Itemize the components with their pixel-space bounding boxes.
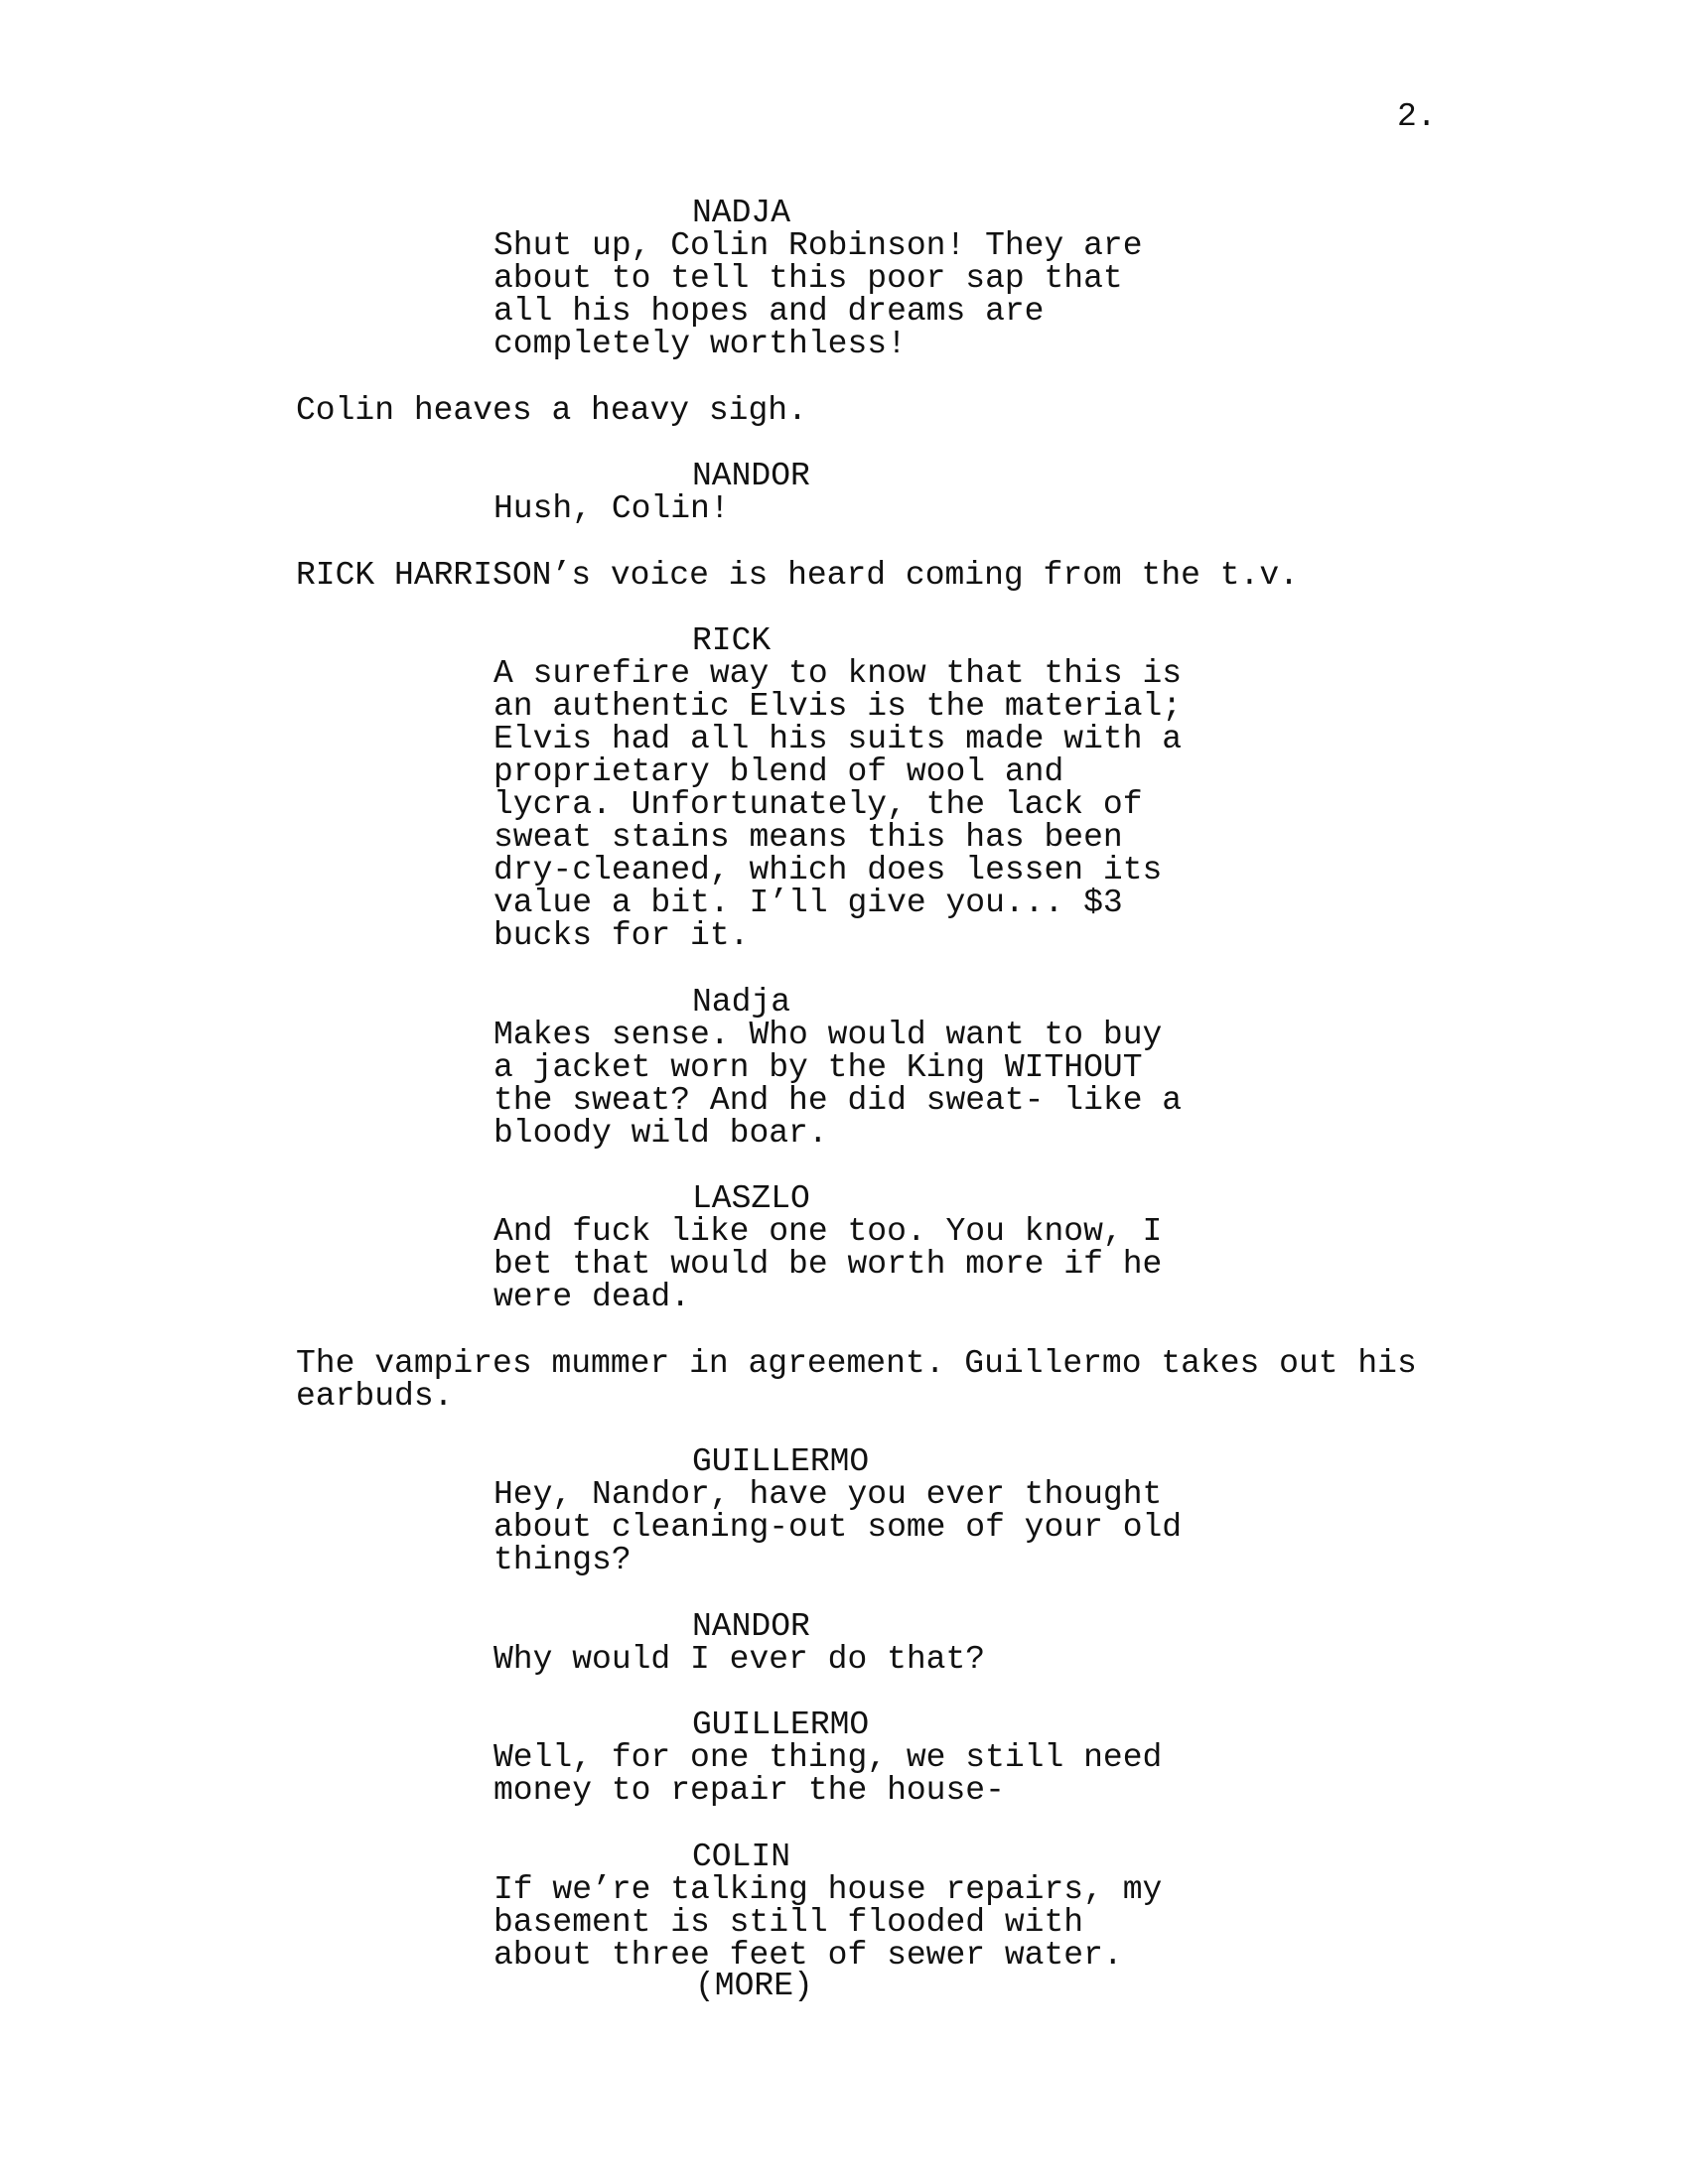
character-cue-guillermo: GUILLERMO bbox=[692, 1443, 870, 1480]
dialogue-colin: If we’re talking house repairs, my basement is still flooded with about three feet of sewer water. bbox=[493, 1871, 1163, 1974]
character-cue-guillermo: GUILLERMO bbox=[692, 1706, 870, 1743]
character-cue-rick: RICK bbox=[692, 622, 772, 659]
dialogue-nadja: Makes sense. Who would want to buy a jacket worn by the King WITHOUT the sweat? And he did sweat- like a bloody wild boar. bbox=[493, 1017, 1183, 1152]
character-cue-nadja: NADJA bbox=[692, 195, 791, 231]
dialogue-guillermo: Hey, Nandor, have you ever thought about cleaning-out some of your old things? bbox=[493, 1476, 1183, 1578]
action-line: Colin heaves a heavy sigh. bbox=[296, 392, 807, 429]
dialogue-guillermo: Well, for one thing, we still need money to repair the house- bbox=[493, 1739, 1163, 1809]
dialogue-nandor: Hush, Colin! bbox=[493, 490, 730, 527]
more-continuation: (MORE) bbox=[695, 1968, 813, 2004]
dialogue-laszlo: And fuck like one too. You know, I bet that would be worth more if he were dead. bbox=[493, 1213, 1163, 1315]
dialogue-nadja: Shut up, Colin Robinson! They are about to tell this poor sap that all his hopes and dreams are completely worthless! bbox=[493, 227, 1143, 362]
character-cue-nadja: Nadja bbox=[692, 984, 791, 1021]
character-cue-laszlo: LASZLO bbox=[692, 1180, 810, 1217]
action-line: RICK HARRISON’s voice is heard coming from the t.v. bbox=[296, 557, 1299, 594]
character-cue-nandor: NANDOR bbox=[692, 458, 810, 494]
dialogue-rick: A surefire way to know that this is an authentic Elvis is the material; Elvis had all his suits made with a proprietary blend of wool and lycra. Unfortunately, the lack of sweat stains means this has been dry-cleaned, which does lessen its value a bit. I’ll give you... $3 bucks for it. bbox=[493, 655, 1183, 954]
action-line: The vampires mummer in agreement. Guillermo takes out his earbuds. bbox=[296, 1345, 1417, 1415]
character-cue-nandor: NANDOR bbox=[692, 1608, 810, 1645]
character-cue-colin: COLIN bbox=[692, 1839, 791, 1875]
dialogue-nandor: Why would I ever do that? bbox=[493, 1641, 986, 1678]
page-number: 2. bbox=[1397, 98, 1437, 135]
